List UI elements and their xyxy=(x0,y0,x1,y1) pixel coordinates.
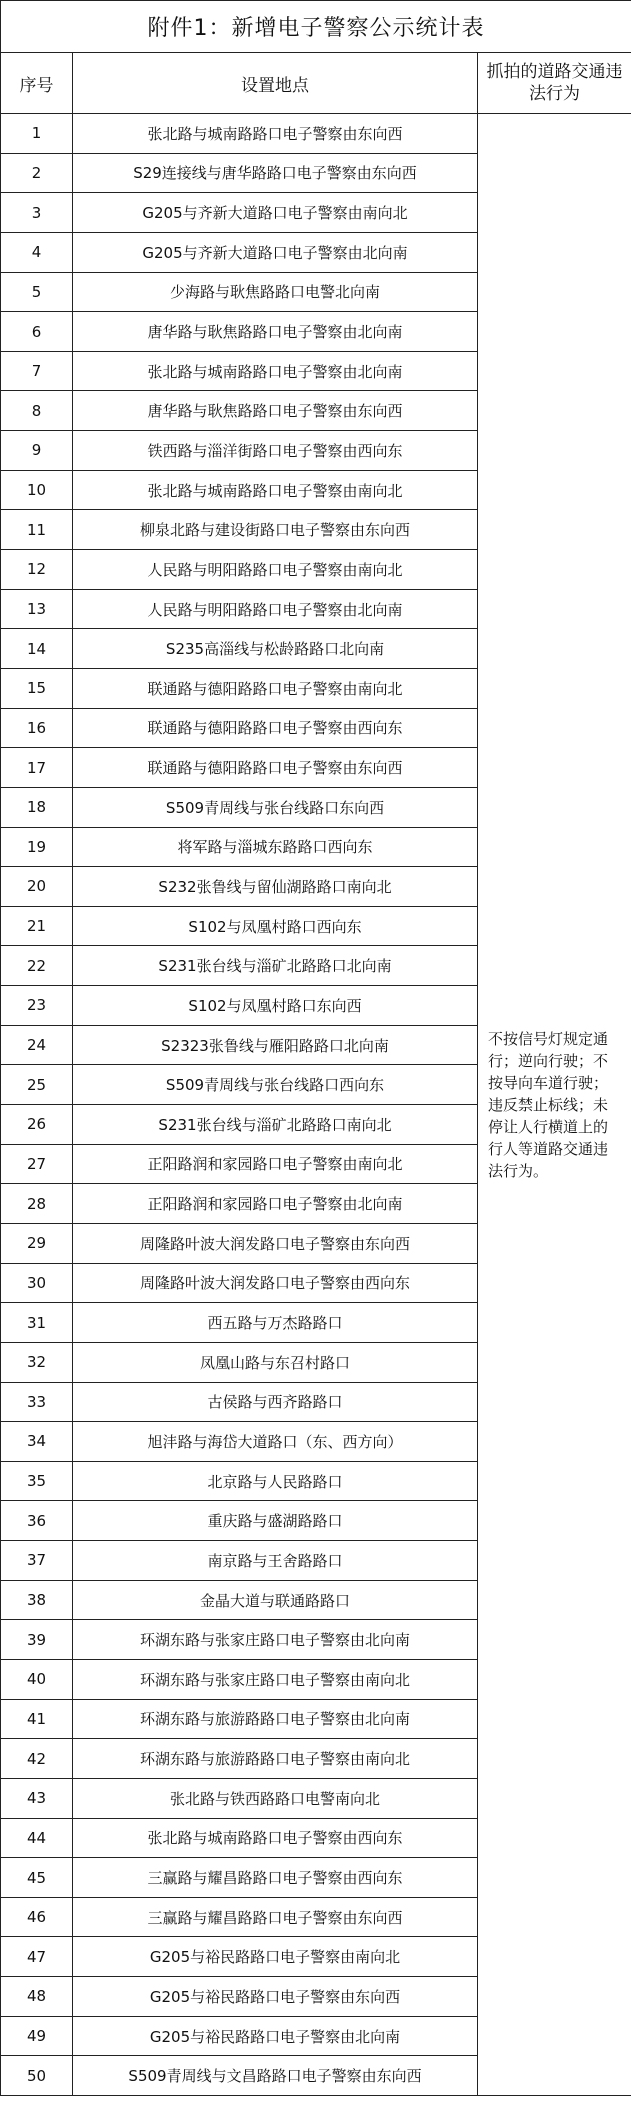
row-number: 37 xyxy=(1,1541,73,1581)
row-number: 26 xyxy=(1,1105,73,1145)
row-location: S235高淄线与松龄路路口北向南 xyxy=(73,629,478,669)
row-location: 环湖东路与旅游路路口电子警察由南向北 xyxy=(73,1739,478,1779)
row-number: 30 xyxy=(1,1263,73,1303)
row-location: S231张台线与淄矿北路路口北向南 xyxy=(73,946,478,986)
row-location: 张北路与城南路路口电子警察由东向西 xyxy=(73,114,478,154)
row-location: 环湖东路与张家庄路口电子警察由北向南 xyxy=(73,1620,478,1660)
row-number: 10 xyxy=(1,470,73,510)
row-number: 32 xyxy=(1,1342,73,1382)
title-row xyxy=(1,1,631,53)
row-location: 金晶大道与联通路路口 xyxy=(73,1580,478,1620)
row-number: 3 xyxy=(1,193,73,233)
row-number: 18 xyxy=(1,787,73,827)
row-location: 将军路与淄城东路路口西向东 xyxy=(73,827,478,867)
row-location: S29连接线与唐华路路口电子警察由东向西 xyxy=(73,153,478,193)
row-location: G205与裕民路路口电子警察由北向南 xyxy=(73,2016,478,2056)
row-number: 49 xyxy=(1,2016,73,2056)
row-number: 12 xyxy=(1,550,73,590)
row-number: 19 xyxy=(1,827,73,867)
row-number: 47 xyxy=(1,1937,73,1977)
row-location: 唐华路与耿焦路路口电子警察由北向南 xyxy=(73,312,478,352)
row-number: 34 xyxy=(1,1422,73,1462)
row-number: 43 xyxy=(1,1778,73,1818)
row-location: 西五路与万杰路路口 xyxy=(73,1303,478,1343)
row-location: 联通路与德阳路路口电子警察由西向东 xyxy=(73,708,478,748)
row-location: 人民路与明阳路路口电子警察由北向南 xyxy=(73,589,478,629)
row-number: 50 xyxy=(1,2056,73,2096)
row-location: 凤凰山路与东召村路口 xyxy=(73,1342,478,1382)
row-number: 8 xyxy=(1,391,73,431)
row-location: 周隆路叶波大润发路口电子警察由东向西 xyxy=(73,1223,478,1263)
row-location: S509青周线与张台线路口西向东 xyxy=(73,1065,478,1105)
row-number: 15 xyxy=(1,668,73,708)
row-number: 16 xyxy=(1,708,73,748)
row-number: 38 xyxy=(1,1580,73,1620)
row-location: 张北路与城南路路口电子警察由南向北 xyxy=(73,470,478,510)
row-number: 36 xyxy=(1,1501,73,1541)
row-location: 正阳路润和家园路口电子警察由北向南 xyxy=(73,1184,478,1224)
row-number: 40 xyxy=(1,1659,73,1699)
row-number: 7 xyxy=(1,351,73,391)
row-location: 南京路与王舍路路口 xyxy=(73,1541,478,1581)
row-location: 周隆路叶波大润发路口电子警察由西向东 xyxy=(73,1263,478,1303)
row-location: 联通路与德阳路路口电子警察由南向北 xyxy=(73,668,478,708)
row-location: G205与裕民路路口电子警察由南向北 xyxy=(73,1937,478,1977)
row-location: 北京路与人民路路口 xyxy=(73,1461,478,1501)
row-number: 13 xyxy=(1,589,73,629)
row-number: 42 xyxy=(1,1739,73,1779)
row-number: 46 xyxy=(1,1897,73,1937)
row-location: 旭沣路与海岱大道路口（东、西方向） xyxy=(73,1422,478,1462)
row-location: G205与齐新大道路口电子警察由南向北 xyxy=(73,193,478,233)
row-location: S509青周线与文昌路路口电子警察由东向西 xyxy=(73,2056,478,2096)
row-number: 5 xyxy=(1,272,73,312)
row-location: 环湖东路与旅游路路口电子警察由北向南 xyxy=(73,1699,478,1739)
row-location: 张北路与城南路路口电子警察由西向东 xyxy=(73,1818,478,1858)
header-row xyxy=(1,53,631,114)
row-location: 人民路与明阳路路口电子警察由南向北 xyxy=(73,550,478,590)
row-location: G205与齐新大道路口电子警察由北向南 xyxy=(73,232,478,272)
table-row xyxy=(1,114,631,154)
header-behavior: 抓拍的道路交通违法行为 xyxy=(478,53,631,114)
row-number: 14 xyxy=(1,629,73,669)
row-number: 1 xyxy=(1,114,73,154)
row-number: 29 xyxy=(1,1223,73,1263)
row-number: 41 xyxy=(1,1699,73,1739)
row-number: 23 xyxy=(1,986,73,1026)
header-no: 序号 xyxy=(1,53,73,114)
behavior-description: 不按信号灯规定通行；逆向行驶；不按导向车道行驶；违反禁止标线；未停让人行横道上的行人等道路交通违法行为。 xyxy=(478,114,631,2096)
row-location: 柳泉北路与建设街路口电子警察由东向西 xyxy=(73,510,478,550)
row-location: G205与裕民路路口电子警察由东向西 xyxy=(73,1977,478,2017)
row-location: 三赢路与耀昌路路口电子警察由东向西 xyxy=(73,1897,478,1937)
row-location: 张北路与城南路路口电子警察由北向南 xyxy=(73,351,478,391)
row-location: 张北路与铁西路路口电警南向北 xyxy=(73,1778,478,1818)
row-number: 28 xyxy=(1,1184,73,1224)
row-number: 39 xyxy=(1,1620,73,1660)
row-location: 铁西路与淄洋街路口电子警察由西向东 xyxy=(73,431,478,471)
row-number: 24 xyxy=(1,1025,73,1065)
row-location: S102与凤凰村路口西向东 xyxy=(73,906,478,946)
row-number: 17 xyxy=(1,748,73,788)
row-number: 25 xyxy=(1,1065,73,1105)
row-location: S509青周线与张台线路口东向西 xyxy=(73,787,478,827)
row-location: S102与凤凰村路口东向西 xyxy=(73,986,478,1026)
row-number: 44 xyxy=(1,1818,73,1858)
row-number: 45 xyxy=(1,1858,73,1898)
row-location: S231张台线与淄矿北路路口南向北 xyxy=(73,1105,478,1145)
row-number: 4 xyxy=(1,232,73,272)
row-location: S232张鲁线与留仙湖路路口南向北 xyxy=(73,867,478,907)
row-number: 20 xyxy=(1,867,73,907)
row-number: 22 xyxy=(1,946,73,986)
table-title: 附件1：新增电子警察公示统计表 xyxy=(1,1,631,53)
row-location: 联通路与德阳路路口电子警察由东向西 xyxy=(73,748,478,788)
row-location: 古侯路与西齐路路口 xyxy=(73,1382,478,1422)
row-location: 环湖东路与张家庄路口电子警察由南向北 xyxy=(73,1659,478,1699)
row-number: 11 xyxy=(1,510,73,550)
row-location: 重庆路与盛湖路路口 xyxy=(73,1501,478,1541)
row-location: 少海路与耿焦路路口电警北向南 xyxy=(73,272,478,312)
row-location: 唐华路与耿焦路路口电子警察由东向西 xyxy=(73,391,478,431)
row-location: 正阳路润和家园路口电子警察由南向北 xyxy=(73,1144,478,1184)
row-number: 6 xyxy=(1,312,73,352)
row-location: 三赢路与耀昌路路口电子警察由西向东 xyxy=(73,1858,478,1898)
row-number: 2 xyxy=(1,153,73,193)
row-number: 48 xyxy=(1,1977,73,2017)
row-number: 35 xyxy=(1,1461,73,1501)
row-number: 9 xyxy=(1,431,73,471)
row-number: 21 xyxy=(1,906,73,946)
row-location: S2323张鲁线与雁阳路路口北向南 xyxy=(73,1025,478,1065)
header-location: 设置地点 xyxy=(73,53,478,114)
row-number: 33 xyxy=(1,1382,73,1422)
row-number: 27 xyxy=(1,1144,73,1184)
row-number: 31 xyxy=(1,1303,73,1343)
